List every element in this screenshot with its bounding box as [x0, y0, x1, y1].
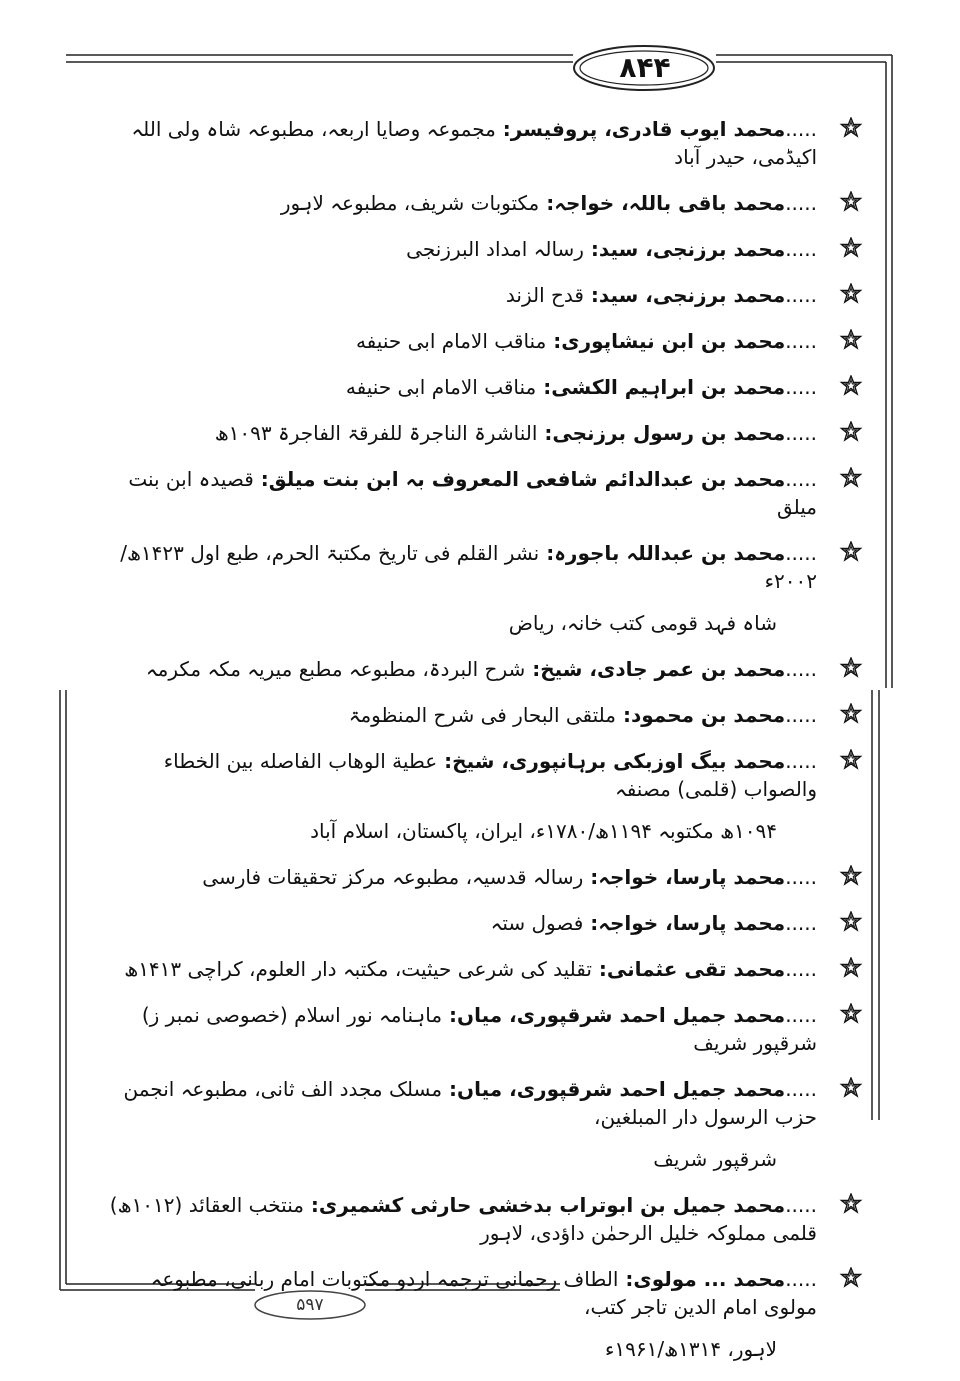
bibliography-list — [95, 115, 865, 1381]
entry-continuation: لاہور، ۱۳۱۴ھ/۱۹۶۱ء — [605, 1337, 777, 1361]
bibliography-entry — [95, 373, 865, 401]
entry-title: مناقب الامام ابی حنیفه — [345, 375, 537, 399]
star-bullet-icon — [839, 541, 863, 565]
star-bullet-icon — [839, 1077, 863, 1101]
leader-dots: ..... — [785, 1077, 817, 1101]
bibliography-entry — [95, 327, 865, 355]
entry-title: قصیدہ ابن بنت میلق — [128, 467, 817, 519]
entry-author: محمد برزنجی، سید: — [583, 283, 786, 307]
leader-dots: ..... — [785, 749, 817, 773]
leader-dots: ..... — [785, 421, 817, 445]
entry-title: رسالہ قدسیہ، مطبوعہ مرکز تحقیقات فارسی — [202, 865, 584, 889]
leader-dots: ..... — [785, 911, 817, 935]
star-bullet-icon — [839, 749, 863, 773]
bibliography-entry — [95, 539, 865, 637]
entry-title: الطاف رحمانی ترجمہ اردو مکتوبات امام ربانی، مطبوعہ مولوی امام الدین تاجر کتب، — [150, 1267, 817, 1319]
entry-continuation: ۱۰۹۴ھ مکتوبہ ۱۱۹۴ھ/۱۷۸۰ء، ایران، پاکستان، اسلام آباد — [310, 819, 777, 843]
entry-title: عطیة الوهاب الفاصله بین الخطاء والصواب (قلمی) مصنفہ — [163, 749, 817, 801]
star-bullet-icon — [839, 421, 863, 445]
entry-author: محمد تقی عثمانی: — [591, 957, 786, 981]
entry-continuation: شاہ فہد قومی کتب خانہ، ریاض — [508, 611, 777, 635]
bibliography-entry — [95, 655, 865, 683]
bibliography-entry — [95, 955, 865, 983]
entry-title: مجموعہ وصایا اربعہ، مطبوعہ شاہ ولی اللہ اکیڈمی، حیدر آباد — [131, 117, 817, 169]
star-bullet-icon — [839, 237, 863, 261]
entry-title: منتخب العقائد (۱۰۱۲ھ) قلمی مملوکہ خلیل الرحمٰن داؤدی، لاہور — [109, 1193, 817, 1245]
entry-title: فصول ستہ — [490, 911, 584, 935]
entry-title: تقلید کی شرعی حیثیت، مکتبہ دار العلوم، کراچی ۱۴۱۳ھ — [124, 957, 592, 981]
star-bullet-icon — [839, 283, 863, 307]
entry-title: مکتوبات شریف، مطبوعہ لاہور — [280, 191, 540, 215]
entry-title: الناشرۃ الناجرۃ للفرقۃ الفاجرۃ ۱۰۹۳ھ — [214, 421, 538, 445]
entry-author: محمد پارسا، خواجہ: — [583, 911, 786, 935]
entry-continuation: شرقپور شریف — [653, 1147, 777, 1171]
leader-dots: ..... — [785, 1003, 817, 1027]
bibliography-entry — [95, 235, 865, 263]
entry-title: شرح البردۃ، مطبوعہ مطبع میریہ مکہ مکرمہ — [145, 657, 526, 681]
entry-author: محمد ... مولوی: — [618, 1267, 786, 1291]
leader-dots: ..... — [785, 375, 817, 399]
bibliography-entry — [95, 863, 865, 891]
bibliography-entry — [95, 747, 865, 845]
leader-dots: ..... — [785, 865, 817, 889]
entry-title: ملتقی البحار فی شرح المنظومۃ — [348, 703, 617, 727]
entry-title: رسالہ امداد البرزنجی — [406, 237, 584, 261]
star-bullet-icon — [839, 911, 863, 935]
entry-author: محمد بن ابراہیم الکشی: — [536, 375, 786, 399]
entry-author: محمد برزنجی، سید: — [583, 237, 786, 261]
entry-author: محمد باقی باللہ، خواجہ: — [539, 191, 786, 215]
entry-author: محمد پارسا، خواجہ: — [583, 865, 786, 889]
entry-title: قدح الزند — [505, 283, 584, 307]
entry-author: محمد بن عمر جادی، شیخ: — [525, 657, 786, 681]
entry-author: محمد ایوب قادری، پروفیسر: — [495, 117, 786, 141]
bibliography-entry — [95, 465, 865, 521]
leader-dots: ..... — [785, 467, 817, 491]
leader-dots: ..... — [785, 703, 817, 727]
bibliography-entry — [95, 1265, 865, 1363]
bibliography-entry — [95, 189, 865, 217]
star-bullet-icon — [839, 1003, 863, 1027]
star-bullet-icon — [839, 865, 863, 889]
leader-dots: ..... — [785, 237, 817, 261]
bibliography-entry — [95, 909, 865, 937]
page-number: ۸۴۴ — [619, 50, 671, 84]
leader-dots: ..... — [785, 1267, 817, 1291]
entry-author: محمد بن ابن نیشاپوری: — [546, 329, 786, 353]
leader-dots: ..... — [785, 283, 817, 307]
star-bullet-icon — [839, 191, 863, 215]
bibliography-entry — [95, 1075, 865, 1173]
entry-author: محمد بن عبدالدائم شافعی المعروف بہ ابن بنت میلق: — [253, 467, 786, 491]
leader-dots: ..... — [785, 329, 817, 353]
entry-author: محمد بن عبداللہ باجورہ: — [539, 541, 786, 565]
star-bullet-icon — [839, 117, 863, 141]
entry-author: محمد جمیل احمد شرقپوری، میاں: — [442, 1003, 786, 1027]
bibliography-entry — [95, 701, 865, 729]
leader-dots: ..... — [785, 191, 817, 215]
star-bullet-icon — [839, 1193, 863, 1217]
leader-dots: ..... — [785, 1193, 817, 1217]
bibliography-entry — [95, 1191, 865, 1247]
entry-author: محمد جمیل بن ابوتراب بدخشی حارثی کشمیری: — [303, 1193, 786, 1217]
bibliography-entry — [95, 419, 865, 447]
entry-author: محمد بن رسول برزنجی: — [537, 421, 786, 445]
star-bullet-icon — [839, 657, 863, 681]
leader-dots: ..... — [785, 541, 817, 565]
star-bullet-icon — [839, 467, 863, 491]
leader-dots: ..... — [785, 117, 817, 141]
bibliography-entry — [95, 1001, 865, 1057]
bibliography-entry — [95, 115, 865, 171]
entry-title: نشر القلم فی تاریخ مکتبۃ الحرم، طبع اول ۱۴۲۳ھ/۲۰۰۲ء — [120, 541, 817, 593]
entry-author: محمد بن محمود: — [616, 703, 786, 727]
star-bullet-icon — [839, 329, 863, 353]
leader-dots: ..... — [785, 657, 817, 681]
star-bullet-icon — [839, 703, 863, 727]
leader-dots: ..... — [785, 957, 817, 981]
entry-title: مناقب الامام ابی حنیفه — [355, 329, 547, 353]
entry-title: مسلک مجدد الف ثانی، مطبوعہ انجمن حزب الرسول دار المبلغین، — [123, 1077, 817, 1129]
footer-page-number: ۵۹۷ — [296, 1295, 324, 1315]
star-bullet-icon — [839, 375, 863, 399]
entry-title: ماہنامہ نور اسلام (خصوصی نمبر ز) شرقپور شریف — [141, 1003, 817, 1055]
entry-author: محمد بیگ اوزبکی برہانپوری، شیخ: — [437, 749, 786, 773]
star-bullet-icon — [839, 957, 863, 981]
entry-author: محمد جمیل احمد شرقپوری، میاں: — [442, 1077, 786, 1101]
bibliography-entry — [95, 281, 865, 309]
star-bullet-icon — [839, 1267, 863, 1291]
